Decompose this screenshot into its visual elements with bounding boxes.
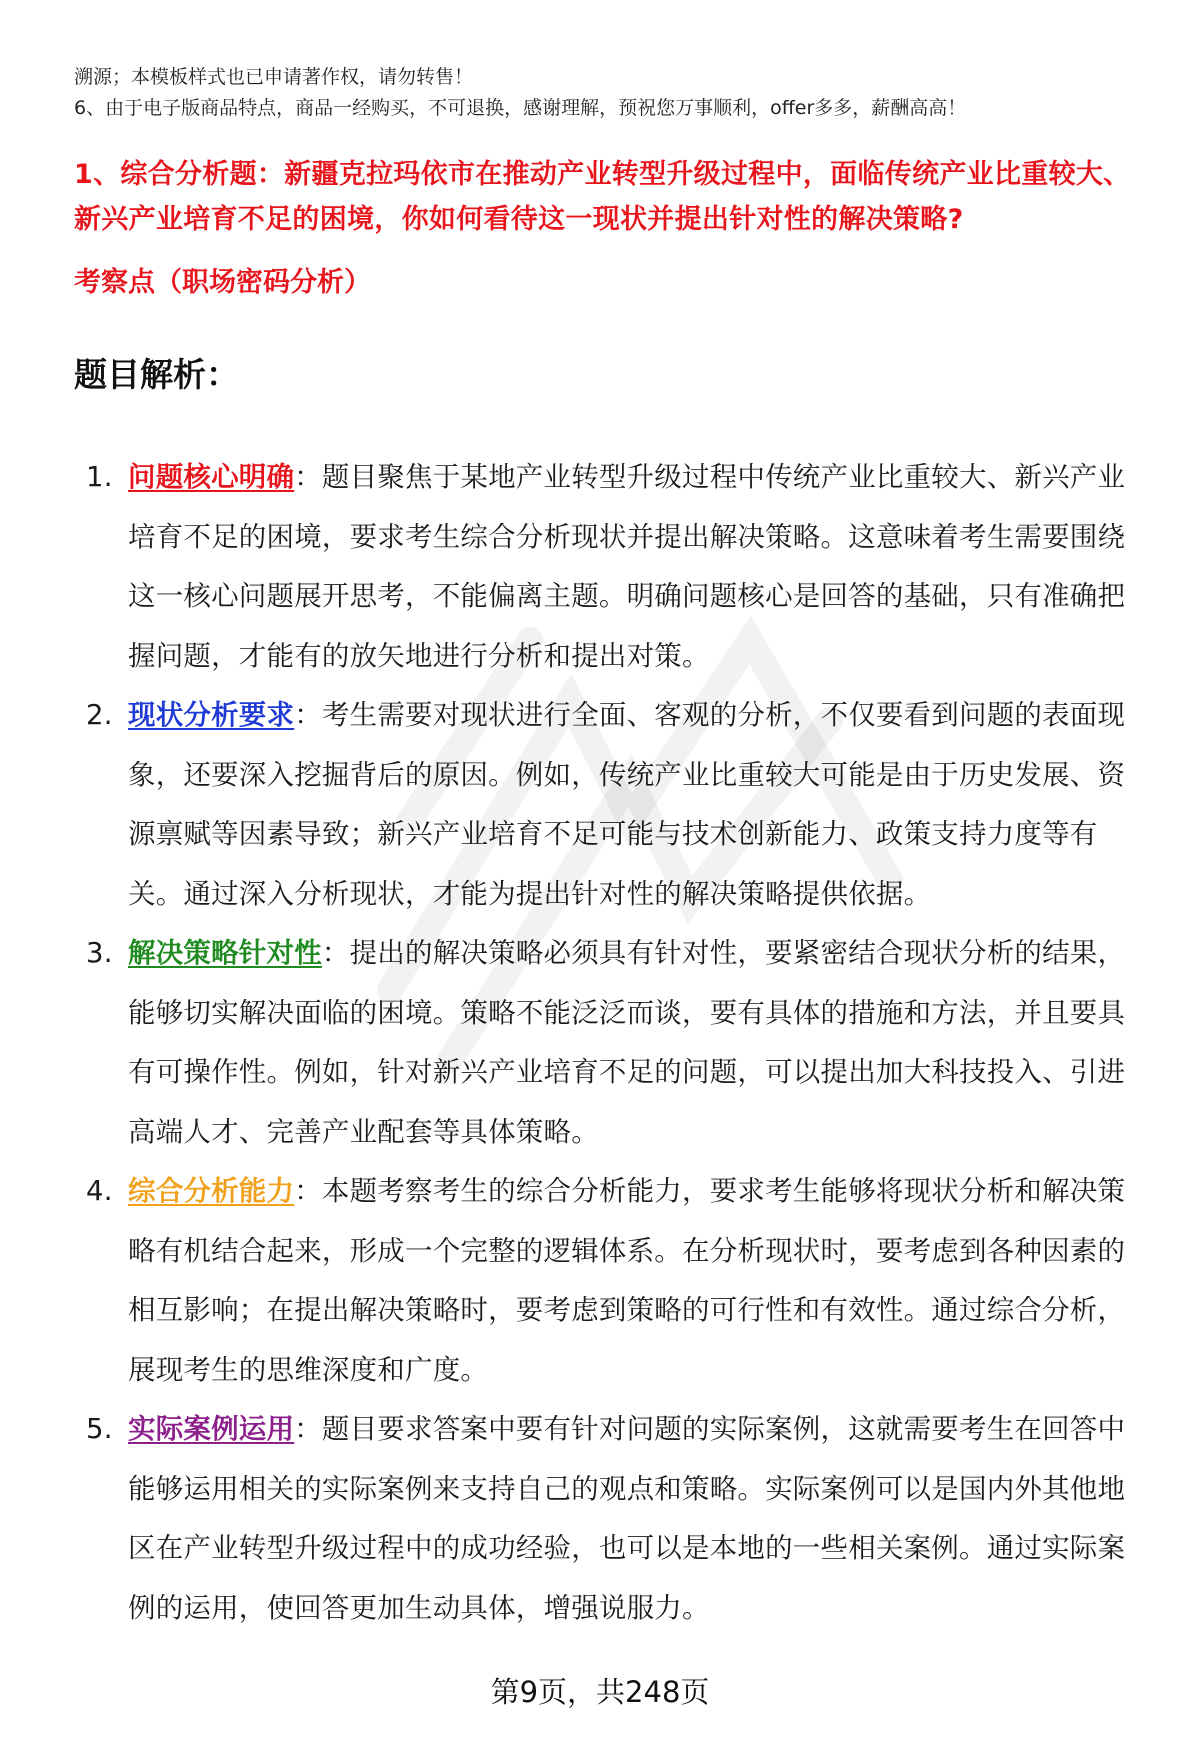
list-item-number: 1. — [86, 461, 113, 493]
list-item-separator: ： — [294, 699, 322, 731]
notice-line-2: 6、由于电子版商品特点，商品一经购买，不可退换，感谢理解，预祝您万事顺利，offer多多，薪酬高高！ — [74, 97, 967, 119]
question-title: 1、综合分析题：新疆克拉玛依市在推动产业转型升级过程中，面临传统产业比重较大、新兴产业培育不足的困境，你如何看待这一现状并提出针对性的解决策略? — [74, 159, 1131, 235]
notice-line-1: 溯源；本模板样式也已申请著作权，请勿转售！ — [74, 66, 474, 88]
list-item-keyword: 综合分析能力 — [128, 1175, 295, 1207]
page-footer: 第9页，共248页 — [490, 1675, 710, 1709]
list-item — [74, 1162, 1144, 1400]
list-item-text: 提出的解决策略必须具有针对性，要紧密结合现状分析的结果，能够切实解决面临的困境。策略不能泛泛而谈，要有具体的措施和方法，并且要具有可操作性。例如，针对新兴产业培育不足的问题，可以提出加大科技投入、引进高端人才、完善产业配套等具体策略。 — [128, 937, 1126, 1148]
list-item-separator: ： — [294, 1175, 322, 1207]
list-item-text: 题目聚焦于某地产业转型升级过程中传统产业比重较大、新兴产业培育不足的困境，要求考生综合分析现状并提出解决策略。这意味着考生需要围绕这一核心问题展开思考，不能偏离主题。明确问题核心是回答的基础，只有准确把握问题，才能有的放矢地进行分析和提出对策。 — [128, 461, 1126, 672]
list-item — [74, 686, 1144, 924]
analysis-list — [74, 448, 1144, 1638]
list-item-text: 考生需要对现状进行全面、客观的分析，不仅要看到问题的表面现象，还要深入挖掘背后的原因。例如，传统产业比重较大可能是由于历史发展、资源禀赋等因素导致；新兴产业培育不足可能与技术创新能力、政策支持力度等有关。通过深入分析现状，才能为提出针对性的解决策略提供依据。 — [128, 699, 1126, 910]
list-item-number: 3. — [86, 937, 113, 969]
list-item-separator: ： — [321, 937, 350, 969]
list-item — [74, 924, 1144, 1162]
list-item — [74, 448, 1144, 686]
list-item-keyword: 解决策略针对性 — [128, 937, 322, 969]
list-item-text: 题目要求答案中要有针对问题的实际案例，这就需要考生在回答中能够运用相关的实际案例来支持自己的观点和策略。实际案例可以是国内外其他地区在产业转型升级过程中的成功经验，也可以是本地的一些相关案例。通过实际案例的运用，使回答更加生动具体，增强说服力。 — [128, 1413, 1126, 1624]
list-item-number: 2. — [86, 699, 113, 731]
list-item-keyword: 实际案例运用 — [128, 1413, 295, 1445]
section-title: 题目解析： — [74, 355, 239, 394]
list-item-text: 本题考察考生的综合分析能力，要求考生能够将现状分析和解决策略有机结合起来，形成一个完整的逻辑体系。在分析现状时，要考虑到各种因素的相互影响；在提出解决策略时，要考虑到策略的可行性和有效性。通过综合分析，展现考生的思维深度和广度。 — [128, 1175, 1126, 1386]
list-item-separator: ： — [294, 1413, 322, 1445]
list-item-keyword: 现状分析要求 — [128, 699, 295, 731]
list-item — [74, 1400, 1144, 1638]
list-item-number: 4. — [86, 1175, 113, 1207]
list-item-number: 5. — [86, 1413, 113, 1445]
assessment-point-heading: 考察点（职场密码分析） — [74, 267, 371, 298]
list-item-separator: ： — [294, 461, 322, 493]
list-item-keyword: 问题核心明确 — [128, 461, 295, 493]
